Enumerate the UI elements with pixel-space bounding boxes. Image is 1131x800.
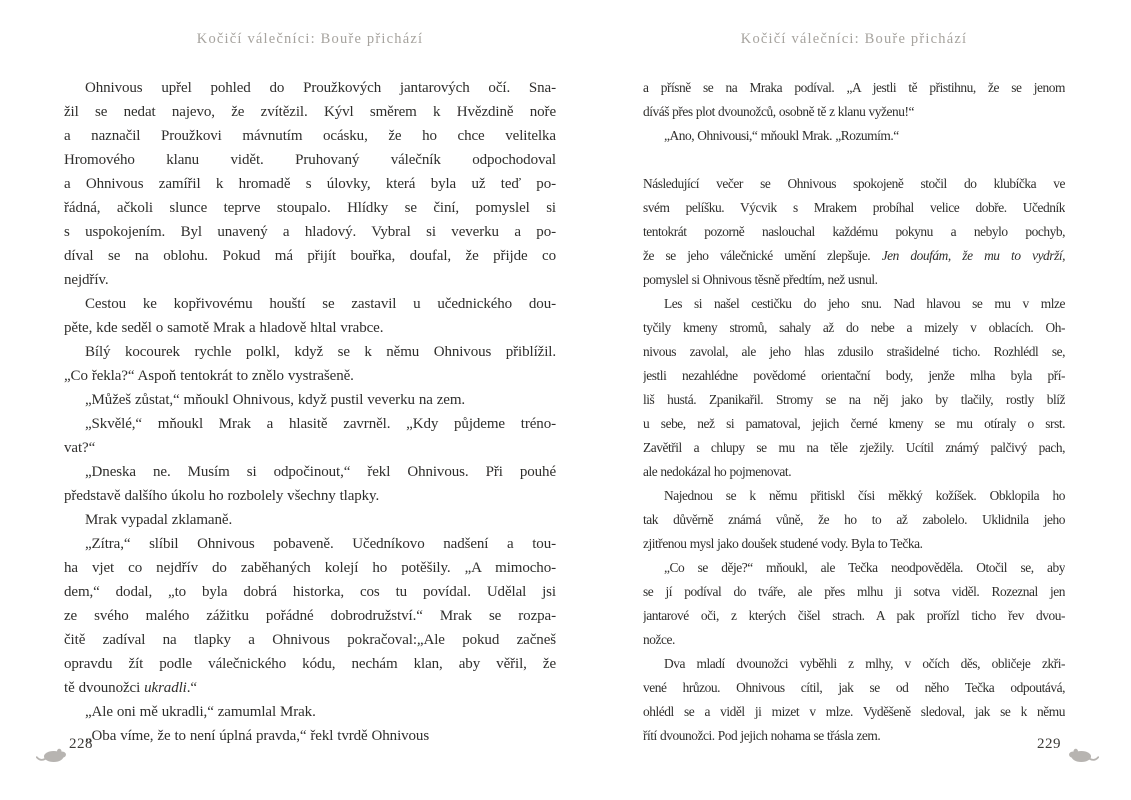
text-line: Hromového klanu vidět. Pruhovaný válečník odpochodoval bbox=[64, 152, 556, 168]
text-line: u sebe, než si pamatoval, jejich černé kmeny se mu otíraly o srst. bbox=[643, 416, 1065, 431]
page-left bbox=[64, 0, 556, 800]
text-line: Mrak vypadal zklamaně. bbox=[85, 512, 233, 528]
paragraph bbox=[64, 340, 556, 388]
paragraph bbox=[64, 532, 556, 700]
text-line: Bílý kocourek rychle polkl, když se k němu Ohnivous přiblížil. bbox=[85, 344, 556, 360]
running-header: Kočičí válečníci: Bouře přichází bbox=[196, 31, 424, 47]
text-line: a naznačil Proužkovi mávnutím ocásku, že ho chce velitelka bbox=[64, 128, 556, 144]
text-line: Les si našel cestičku do jeho snu. Nad hlavou se mu v mlze bbox=[664, 296, 1065, 311]
text-line: jestli nezahlédne povědomé orientační body, jenže mlha byla pří- bbox=[643, 368, 1065, 383]
paragraph bbox=[643, 124, 1065, 148]
text-line: ze svého malého zážitku pořádné dobrodružství.“ Mrak se rozpa- bbox=[64, 608, 556, 624]
text-line: vené hrůzou. Ohnivous cítil, jak se od něho Tečka odpoutává, bbox=[643, 680, 1065, 695]
text-line: Ohnivous upřel pohled do Proužkových jantarových očí. Sna- bbox=[85, 80, 556, 96]
text-line: řádná, ačkoli slunce teprve stoupalo. Hlídky se činí, pomyslel si bbox=[64, 200, 556, 216]
text-line: díval se na oblohu. Pokud má přijít bouřka, doufal, že přijde co bbox=[64, 248, 556, 264]
text-line: řítí dvounožci. Pod jejich nohama se třásla zem. bbox=[643, 728, 881, 743]
page-right bbox=[643, 0, 1065, 800]
page-number: 229 bbox=[1037, 736, 1061, 752]
text-line: „Ale oni mě ukradli,“ zamumlal Mrak. bbox=[85, 704, 316, 720]
text-line: „Můžeš zůstat,“ mňoukl Ohnivous, když pustil veverku na zem. bbox=[85, 392, 466, 408]
paragraph bbox=[64, 292, 556, 340]
text-line: nejdřív. bbox=[64, 272, 109, 288]
paragraph bbox=[64, 700, 556, 724]
text-line: „Zítra,“ slíbil Ohnivous pobaveně. Učedníkovo nadšení a tou- bbox=[85, 536, 556, 552]
text-line: čitě zadíval na tlapky a Ohnivous pokračoval:„Ale pokud začneš bbox=[64, 632, 556, 648]
text-line: pěte, kde seděl o samotě Mrak a hladově hltal vrabce. bbox=[64, 320, 384, 336]
text-line: ale nedokázal ho pojmenovat. bbox=[643, 464, 792, 479]
text-line: dem,“ dodal, „to byla dobrá historka, cos tu povídal. Udělal jsi bbox=[64, 584, 556, 600]
text-line: Najednou se k němu přitiskl čísi měkký kožíšek. Obklopila ho bbox=[664, 488, 1065, 503]
folio bbox=[64, 736, 556, 772]
running-header: Kočičí válečníci: Bouře přichází bbox=[740, 31, 968, 47]
text-line: tyčily kmeny stromů, sahaly až do nebe a mizely v oblacích. Oh- bbox=[643, 320, 1065, 335]
paragraph bbox=[64, 388, 556, 412]
text-line: Následující večer se Ohnivous spokojeně stočil do klubíčka ve bbox=[643, 176, 1065, 191]
text-line: „Ano, Ohnivousi,“ mňoukl Mrak. „Rozumím.“ bbox=[664, 128, 899, 143]
text-line: a přísně se na Mraka podíval. „A jestli tě přistihnu, že se jenom bbox=[643, 80, 1065, 95]
paragraph bbox=[64, 76, 556, 292]
mouse-icon bbox=[1068, 746, 1099, 764]
text-line: pomyslel si Ohnivous těsně předtím, než usnul. bbox=[643, 272, 878, 287]
text-line: zjitřenou mysl jako doušek studené vody. Byla to Tečka. bbox=[643, 536, 923, 551]
text-line: představě dalšího úkolu ho rozbolely všechny tlapky. bbox=[64, 488, 380, 504]
text-line: Dva mladí dvounožci vyběhli z mlhy, v očích děs, obličeje zkři- bbox=[664, 656, 1065, 671]
mouse-icon bbox=[36, 746, 67, 764]
text-line: Zavětřil a chlupy se mu na těle zježily. Ucítil známý palčivý pach, bbox=[643, 440, 1065, 455]
paragraph bbox=[643, 484, 1065, 556]
text-line: svém pelíšku. Výcvik s Mrakem probíhal velice dobře. Učedník bbox=[643, 200, 1065, 215]
text-line: Cestou ke kopřivovému houští se zastavil u učednického dou- bbox=[85, 296, 556, 312]
text-line: vat?“ bbox=[64, 440, 96, 456]
text-line: liš hustá. Zpanikařil. Stromy se na něj jako by tlačily, rostly blíž bbox=[643, 392, 1065, 407]
page-body bbox=[64, 76, 556, 748]
text-line: „Co řekla?“ Aspoň tentokrát to znělo vystrašeně. bbox=[64, 368, 354, 384]
text-line: nožce. bbox=[643, 632, 675, 647]
paragraph bbox=[64, 412, 556, 460]
text-line: nivous zavolal, ale jeho hlas zdusilo strašidelné ticho. Rozhlédl se, bbox=[643, 344, 1065, 359]
paragraph bbox=[64, 460, 556, 508]
text-line: se jí podíval do tváře, ale přes mlhu ji sotva viděl. Rozeznal jen bbox=[643, 584, 1065, 599]
paragraph bbox=[64, 508, 556, 532]
text-line: „Oba víme, že to není úplná pravda,“ řekl tvrdě Ohnivous bbox=[85, 728, 430, 744]
text-line: tentokrát pozorně naslouchal každému pokynu a nebylo pochyb, bbox=[643, 224, 1065, 239]
text-line: díváš přes plot dvounožců, osobně tě z klanu vyženu!“ bbox=[643, 104, 914, 119]
text-line: tě dvounožci ukradli.“ bbox=[64, 680, 197, 696]
text-line: a Ohnivous zamířil k hromadě s úlovky, která byla už teď po- bbox=[64, 176, 556, 192]
text-line: opravdu žít podle válečnického kódu, nechám klan, aby věřil, že bbox=[64, 656, 556, 672]
text-line: že se jeho válečnické umění zlepšuje. Jen doufám, že mu to vydrží, bbox=[643, 248, 1065, 263]
text-line: „Skvělé,“ mňoukl Mrak a hlasitě zavrněl. „Kdy půjdeme tréno- bbox=[85, 416, 556, 432]
paragraph bbox=[643, 652, 1065, 748]
paragraph bbox=[643, 292, 1065, 484]
paragraph bbox=[643, 172, 1065, 292]
text-line: ohlédl se a viděl ji mizet v mlze. Vyděšeně sledoval, jak se k němu bbox=[643, 704, 1065, 719]
text-line: ha vjet co nejdřív do zaběhaných kolejí ho potěšily. „A mimocho- bbox=[64, 560, 556, 576]
text-line: „Dneska ne. Musím si odpočinout,“ řekl Ohnivous. Při pouhé bbox=[85, 464, 556, 480]
text-line: s uspokojením. Byl unavený a hladový. Vybral si veverku a po- bbox=[64, 224, 556, 240]
paragraph bbox=[643, 76, 1065, 124]
text-line: jantarové oči, z kterých čišel strach. A pak prořízl ticho řev dvou- bbox=[643, 608, 1065, 623]
page-body bbox=[643, 76, 1065, 748]
folio bbox=[643, 736, 1065, 772]
text-line: tak důvěrně známá vůně, že ho to až zabolelo. Uklidnila jeho bbox=[643, 512, 1065, 527]
paragraph bbox=[643, 556, 1065, 652]
text-line: žil se nedat najevo, že zvítězil. Kývl směrem k Hvězdině noře bbox=[64, 104, 556, 120]
text-line: „Co se děje?“ mňoukl, ale Tečka neodpověděla. Otočil se, aby bbox=[664, 560, 1065, 575]
page-number: 228 bbox=[69, 736, 93, 752]
